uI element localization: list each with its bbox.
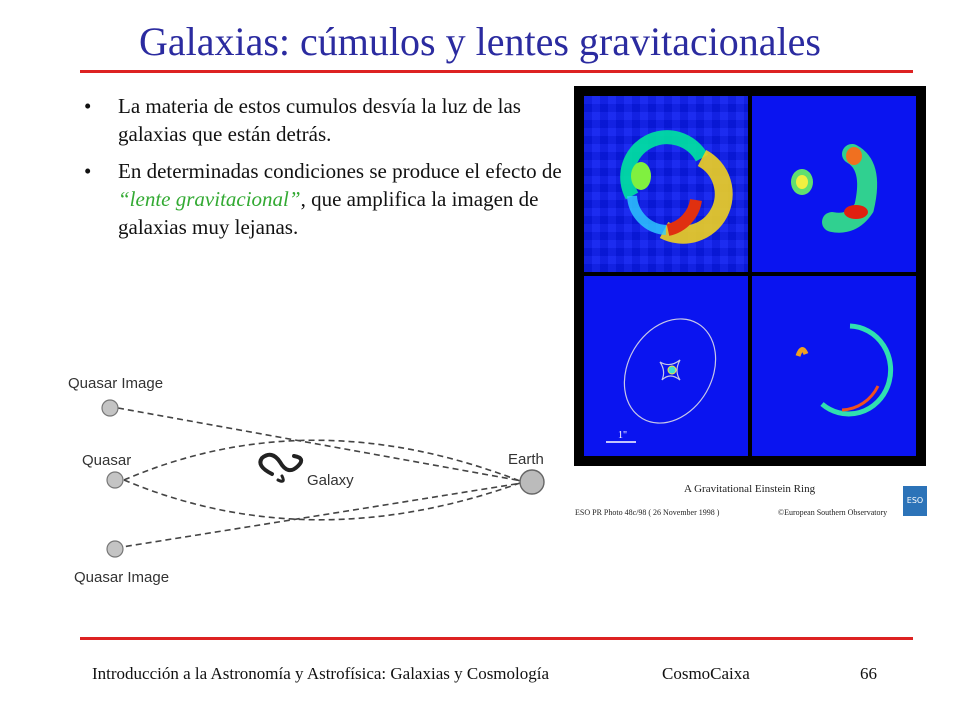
highlight-term: “lente gravitacional”	[118, 187, 301, 211]
quasar-image-label-bottom: Quasar Image	[74, 569, 170, 586]
galaxy-label: Galaxy	[307, 472, 354, 489]
page-number: 66	[860, 664, 877, 683]
lensing-diagram	[60, 360, 560, 600]
footer-course: Introducción a la Astronomía y Astrofísica: Galaxias y Cosmología	[92, 664, 550, 683]
earth-label: Earth	[508, 451, 544, 468]
model-image-panel	[752, 96, 916, 272]
footer-venue: CosmoCaixa	[662, 664, 750, 683]
observed-ring-panel	[584, 96, 748, 272]
quasar-source	[107, 472, 123, 488]
bullet-text: La materia de estos cumulos desvía la luz de las galaxias que están detrás.	[118, 94, 521, 146]
bullet-item	[80, 157, 580, 241]
bullet-text-after: , que amplifica la imagen de galaxias muy lejanas.	[118, 187, 539, 239]
photo-credit-right: ©European Southern Observatory	[778, 508, 888, 517]
einstein-ring-photo	[574, 86, 926, 466]
bullet-list	[80, 92, 580, 250]
quasar-image-label-top: Quasar Image	[68, 375, 164, 392]
bullet-marker: •	[84, 94, 92, 118]
footer-divider	[80, 637, 913, 640]
quasar-image-bottom	[107, 541, 123, 557]
title-divider	[80, 70, 913, 73]
slide-title: Galaxias: cúmulos y lentes gravitacionales	[138, 19, 821, 64]
photo-credit-left: ESO PR Photo 48c/98 ( 26 November 1998 )	[575, 508, 720, 517]
galaxy-spiral-icon	[260, 455, 301, 474]
photo-caption: A Gravitational Einstein Ring	[684, 483, 816, 495]
bullet-marker: •	[84, 159, 92, 183]
eso-logo	[903, 486, 927, 516]
earth-marker	[520, 470, 544, 494]
eso-logo-text: ESO	[906, 496, 924, 505]
bullet-text-before: En determinadas condiciones se produce el efecto de	[118, 159, 562, 183]
model-ring-panel	[752, 276, 916, 456]
quasar-image-top	[102, 400, 118, 416]
bullet-item	[80, 92, 580, 148]
scale-label: 1"	[618, 430, 628, 441]
galaxy-arm	[278, 476, 283, 481]
quasar-label: Quasar	[82, 452, 132, 469]
caustic-panel	[584, 276, 748, 456]
